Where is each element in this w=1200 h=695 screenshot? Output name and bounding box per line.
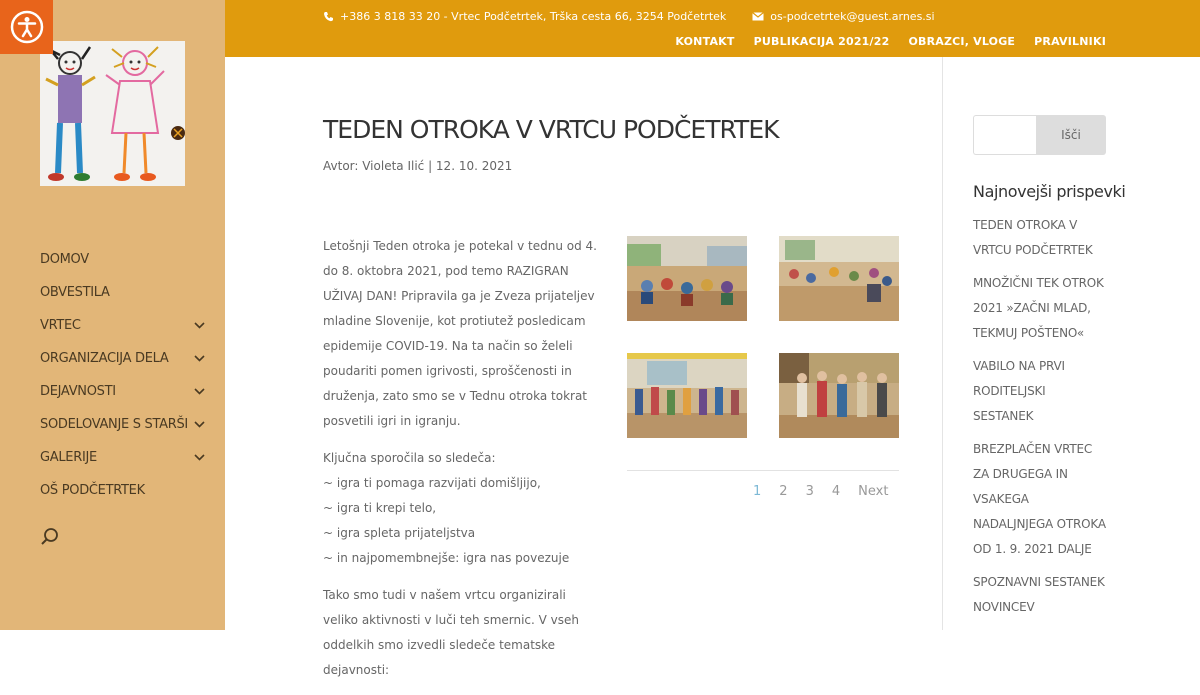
- gallery-photo[interactable]: [627, 236, 747, 321]
- post-title: TEDEN OTROKA V VRTCU PODČETRTEK: [323, 115, 779, 144]
- chevron-down-icon[interactable]: [192, 451, 206, 465]
- recent-posts-title: Najnovejši prispevki: [973, 182, 1126, 201]
- nav-item-galerije[interactable]: [40, 441, 210, 474]
- phone-address-text[interactable]: +386 3 818 33 20 - Vrtec Podčetrtek, Trška cesta 66, 3254 Podčetrtek: [340, 10, 727, 23]
- key-message-line: ~ igra ti krepi telo,: [323, 501, 437, 515]
- nav-item-organizacija-dela[interactable]: [40, 342, 210, 375]
- topnav-publikacija[interactable]: PUBLIKACIJA 2021/22: [753, 35, 890, 48]
- topnav-pravilniki[interactable]: PRAVILNIKI: [1034, 35, 1106, 48]
- page-link-3[interactable]: 3: [805, 484, 814, 499]
- main-navigation: [40, 243, 210, 507]
- page-link-4[interactable]: 4: [831, 484, 841, 499]
- article-main: [225, 57, 942, 677]
- chevron-down-icon[interactable]: [192, 418, 206, 432]
- contact-info: [323, 10, 935, 23]
- next-page-link[interactable]: Next: [858, 484, 889, 499]
- chevron-down-icon[interactable]: [192, 385, 206, 399]
- gallery-photo[interactable]: [627, 353, 747, 438]
- gallery-photo[interactable]: [779, 353, 899, 438]
- top-header: [225, 0, 1200, 57]
- page-link-1[interactable]: 1: [753, 484, 762, 499]
- key-message-line: ~ in najpomembnejše: igra nas povezuje: [323, 551, 570, 565]
- gallery-pagination: [753, 484, 888, 499]
- recent-post-link[interactable]: MNOŽIČNI TEK OTROK 2021 »ZAČNI MLAD, TEKMUJ POŠTENO«: [973, 276, 1104, 340]
- topnav-obrazci-vloge[interactable]: OBRAZCI, VLOGE: [908, 35, 1016, 48]
- nav-item-label: OŠ PODČETRTEK: [40, 483, 145, 498]
- post-paragraph: Letošnji Teden otroka je potekal v tednu od 4. do 8. oktobra 2021, pod temo RAZIGRAN UŽIVAJ DAN! Pripravila ga je Zveza prijateljev mladine Slovenije, kot protiutež posledicam epidemije COVID-19. Na ta način so želeli poudariti pomen igrivosti, sproščenosti in druženja, zato smo se v Tednu otroka tokrat posvetili igri in igranju.: [323, 239, 597, 428]
- nav-item-label: ORGANIZACIJA DELA: [40, 351, 169, 366]
- nav-item-sodelovanje-s-starsi[interactable]: [40, 408, 210, 441]
- search-input[interactable]: [973, 115, 1036, 155]
- recent-post-link[interactable]: VABILO NA PRVI RODITELJSKI SESTANEK: [973, 359, 1065, 423]
- page-link-2[interactable]: 2: [779, 484, 788, 499]
- recent-post-link[interactable]: TEDEN OTROKA V VRTCU PODČETRTEK: [973, 218, 1093, 257]
- nav-item-label: DOMOV: [40, 252, 89, 267]
- nav-item-dejavnosti[interactable]: [40, 375, 210, 408]
- nav-item-os-podcetrtek[interactable]: [40, 474, 210, 507]
- accessibility-icon: [10, 10, 44, 44]
- site-logo[interactable]: [40, 41, 185, 186]
- nav-item-label: VRTEC: [40, 318, 81, 333]
- phone-icon: [323, 11, 334, 22]
- post-content: [323, 234, 603, 695]
- nav-item-domov[interactable]: [40, 243, 210, 276]
- topnav-kontakt[interactable]: KONTAKT: [675, 35, 735, 48]
- recent-post-link[interactable]: BREZPLAČEN VRTEC ZA DRUGEGA IN VSAKEGA NADALJNJEGA OTROKA OD 1. 9. 2021 DALJE: [973, 442, 1106, 556]
- children-drawing-logo: [40, 41, 185, 186]
- post-paragraph: Tako smo tudi v našem vrtcu organizirali veliko aktivnosti v luči teh smernic. V vseh oddelkih smo izvedli sledeče tematske dejavnosti:: [323, 588, 580, 677]
- search-button[interactable]: Išči: [1036, 115, 1106, 155]
- search-widget: [973, 115, 1106, 155]
- nav-item-obvestila[interactable]: [40, 276, 210, 309]
- key-messages: [323, 446, 603, 571]
- top-navigation: [675, 35, 1106, 48]
- post-meta: Avtor: Violeta Ilić | 12. 10. 2021: [323, 159, 513, 173]
- recent-post-link[interactable]: SPOZNAVNI SESTANEK NOVINCEV: [973, 575, 1105, 614]
- nav-item-label: OBVESTILA: [40, 285, 110, 300]
- sidebar-divider: [942, 57, 943, 630]
- chevron-down-icon[interactable]: [192, 352, 206, 366]
- chevron-down-icon[interactable]: [192, 319, 206, 333]
- nav-item-label: SODELOVANJE S STARŠI: [40, 417, 188, 432]
- email-link[interactable]: os-podcetrtek@guest.arnes.si: [770, 10, 935, 23]
- sidebar: [0, 0, 225, 630]
- gallery-divider: [627, 470, 899, 471]
- key-message-line: Ključna sporočila so sledeča:: [323, 451, 496, 465]
- nav-item-vrtec[interactable]: [40, 309, 210, 342]
- key-message-line: ~ igra spleta prijateljstva: [323, 526, 476, 540]
- gallery-photo[interactable]: [779, 236, 899, 321]
- search-icon[interactable]: [40, 527, 60, 547]
- key-message-line: ~ igra ti pomaga razvijati domišljijo,: [323, 476, 541, 490]
- envelope-icon: [752, 12, 764, 21]
- nav-item-label: DEJAVNOSTI: [40, 384, 116, 399]
- nav-item-label: GALERIJE: [40, 450, 97, 465]
- recent-posts-list: [973, 213, 1108, 628]
- accessibility-button[interactable]: [0, 0, 53, 54]
